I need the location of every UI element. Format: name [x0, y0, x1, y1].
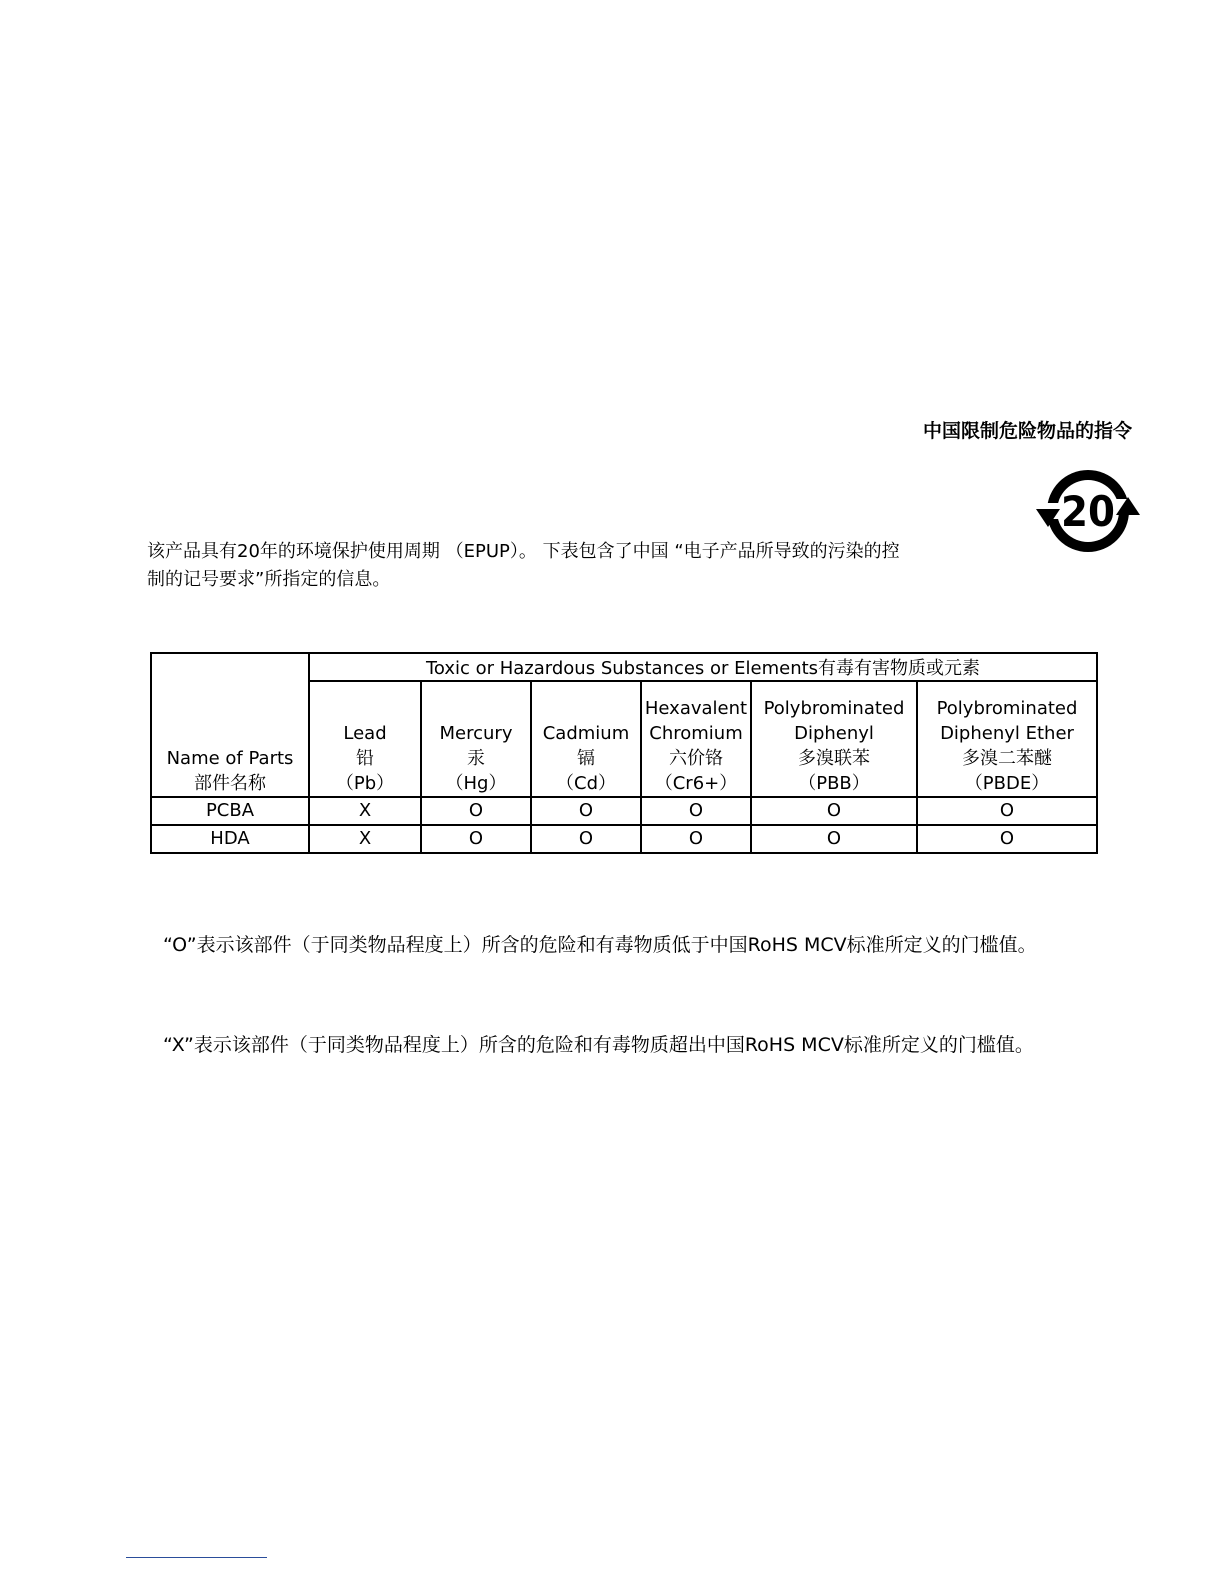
intro-line-1: 该产品具有20年的环境保护使用周期 （EPUP）。 下表包含了中国 “电子产品所导致的污染的控	[147, 541, 900, 562]
value-cell: O	[641, 797, 751, 825]
part-name-cell: HDA	[151, 825, 309, 853]
value-cell: O	[917, 797, 1097, 825]
intro-line-2: 制的记号要求”所指定的信息。	[147, 569, 391, 590]
value-cell: X	[309, 825, 421, 853]
substances-group-header: Toxic or Hazardous Substances or Elements有毒有害物质或元素	[309, 653, 1097, 681]
value-cell: O	[531, 797, 641, 825]
value-cell: O	[751, 797, 917, 825]
value-cell: X	[309, 797, 421, 825]
value-cell: O	[421, 825, 531, 853]
col-header-hexavalent-chromium: Hexavalent Chromium 六价铬 （Cr6+）	[641, 681, 751, 797]
x-definition-note: “X”表示该部件（于同类物品程度上）所含的危险和有毒物质超出中国RoHS MCV标准所定义的门槛值。	[163, 1034, 1034, 1056]
hazardous-substances-table	[150, 652, 1098, 854]
table-row	[151, 797, 1097, 825]
col-header-cadmium: Cadmium 镉 （Cd）	[531, 681, 641, 797]
part-name-cell: PCBA	[151, 797, 309, 825]
value-cell: O	[751, 825, 917, 853]
value-cell: O	[917, 825, 1097, 853]
o-definition-note: “O”表示该部件（于同类物品程度上）所含的危险和有毒物质低于中国RoHS MCV标准所定义的门槛值。	[163, 934, 1037, 956]
col-header-mercury: Mercury 汞 （Hg）	[421, 681, 531, 797]
value-cell: O	[531, 825, 641, 853]
epup-logo-number: 20	[1061, 487, 1115, 536]
col-header-pbb: Polybrominated Diphenyl 多溴联苯 （PBB）	[751, 681, 917, 797]
value-cell: O	[641, 825, 751, 853]
footnote-separator	[126, 1557, 267, 1558]
name-of-parts-header: Name of Parts 部件名称	[151, 653, 309, 797]
epup-20-logo	[1034, 463, 1142, 559]
table-row	[151, 825, 1097, 853]
col-header-lead: Lead 铅 （Pb）	[309, 681, 421, 797]
page-heading: 中国限制危险物品的指令	[922, 420, 1132, 442]
col-header-pbde: Polybrominated Diphenyl Ether 多溴二苯醚 （PBDE）	[917, 681, 1097, 797]
value-cell: O	[421, 797, 531, 825]
intro-paragraph	[147, 538, 1007, 594]
